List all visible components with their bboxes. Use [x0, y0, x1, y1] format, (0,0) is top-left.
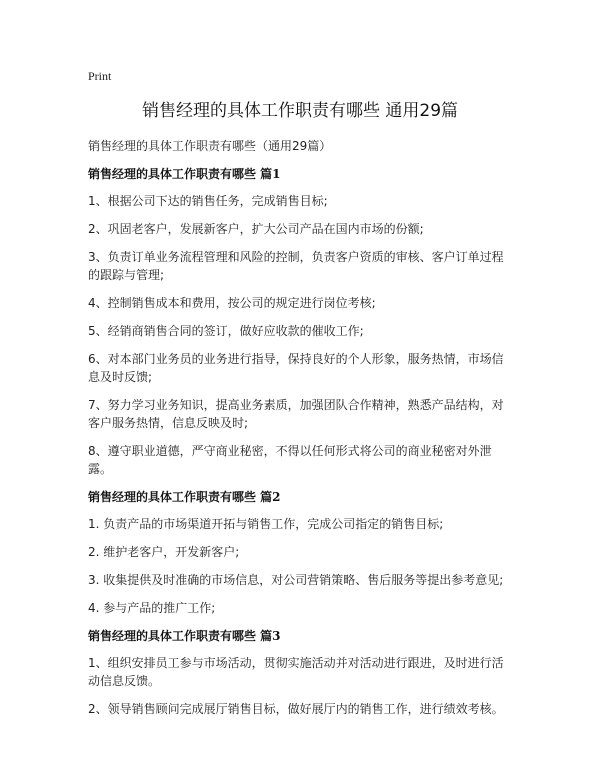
- section-2: [88, 488, 512, 617]
- list-item: 8、遵守职业道德，严守商业秘密，不得以任何形式将公司的商业秘密对外泄露。: [88, 444, 492, 476]
- section-heading: 销售经理的具体工作职责有哪些 篇1: [88, 167, 281, 181]
- section-3: [88, 627, 512, 718]
- document-title: 销售经理的具体工作职责有哪些 通用29篇: [141, 101, 459, 121]
- list-item: 3. 收集提供及时准确的市场信息，对公司营销策略、售后服务等提出参考意见;: [88, 573, 504, 587]
- list-item: 2、巩固老客户，发展新客户，扩大公司产品在国内市场的份额;: [88, 222, 424, 236]
- list-item: 2、领导销售顾问完成展厅销售目标，做好展厅内的销售工作，进行绩效考核。: [88, 702, 504, 716]
- section-heading: 销售经理的具体工作职责有哪些 篇3: [88, 629, 281, 643]
- list-item: 4. 参与产品的推广工作;: [88, 601, 216, 615]
- section-1: [88, 165, 512, 478]
- document-intro: 销售经理的具体工作职责有哪些（通用29篇）: [88, 139, 332, 153]
- print-label: Print: [88, 69, 112, 83]
- list-item: 1、根据公司下达的销售任务，完成销售目标;: [88, 194, 328, 208]
- list-item: 1. 负责产品的市场渠道开拓与销售工作，完成公司指定的销售目标;: [88, 517, 444, 531]
- list-item: 7、努力学习业务知识，提高业务素质，加强团队合作精神，熟悉产品结构，对客户服务热情，信息反映及时;: [88, 398, 504, 430]
- list-item: 1、组织安排员工参与市场活动，贯彻实施活动并对活动进行跟进，及时进行活动信息反馈。: [88, 656, 504, 688]
- list-item: 3、负责订单业务流程管理和风险的控制，负责客户资质的审核、客户订单过程的跟踪与管理;: [88, 250, 504, 282]
- list-item: 4、控制销售成本和费用，按公司的规定进行岗位考核;: [88, 296, 376, 310]
- list-item: 6、对本部门业务员的业务进行指导，保持良好的个人形象，服务热情，市场信息及时反馈;: [88, 352, 504, 384]
- list-item: 2. 维护老客户，开发新客户;: [88, 545, 240, 559]
- section-heading: 销售经理的具体工作职责有哪些 篇2: [88, 490, 281, 504]
- list-item: 5、经销商销售合同的签订，做好应收款的催收工作;: [88, 324, 364, 338]
